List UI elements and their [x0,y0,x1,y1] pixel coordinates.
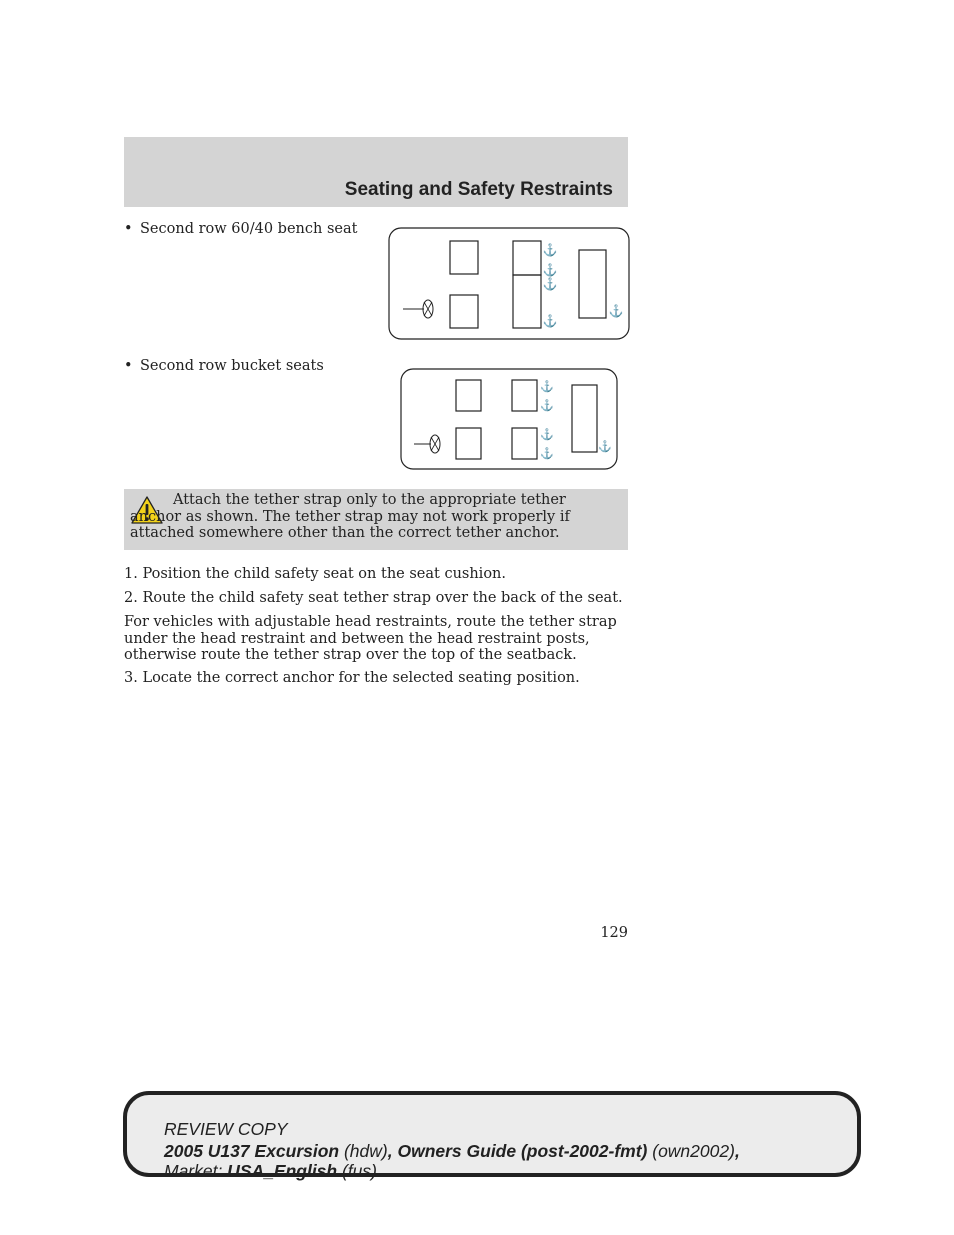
front-seat-right [450,241,478,274]
tether-anchor-icon: ⚓ [542,263,558,277]
tether-anchor-icon: ⚓ [540,399,554,412]
bucket-seats-diagram [400,368,619,471]
bucket-seats-diagram-svg [400,368,619,471]
third-row-bench [572,385,597,452]
step-1: 1. Position the child safety seat on the seat cushion. [124,566,506,582]
front-seat-right [456,380,481,411]
vehicle-code: (hdw) [339,1141,388,1161]
bench-seat-40 [513,241,541,275]
bench-seat-diagram-svg [388,227,630,341]
vehicle-name: 2005 U137 Excursion [164,1141,340,1161]
bullet-bench-seat [124,221,357,237]
document-id-line [164,1141,740,1162]
driver-seat [456,428,481,459]
section-title: Seating and Safety Restraints [344,179,613,200]
bucket-seat-left [512,428,537,459]
bench-seat-diagram [388,227,630,341]
vehicle-outline [401,369,617,469]
page-number: 129 [600,925,628,941]
step-3: 3. Locate the correct anchor for the selected seating position. [124,670,580,686]
tether-anchor-icon: ⚓ [608,304,624,318]
tether-anchor-icon: ⚓ [542,277,558,291]
warning-box [124,489,628,550]
market-name: USA_English [227,1161,338,1181]
tether-anchor-icon: ⚓ [542,314,558,328]
bullet-bucket-seats [124,358,324,374]
bullet-marker: • [124,221,133,237]
separator: , [387,1141,398,1161]
tether-anchor-icon: ⚓ [540,380,554,393]
separator: , [734,1141,740,1161]
bullet-marker: • [124,358,133,374]
market-code: (fus) [337,1161,377,1181]
bench-seat-60 [513,275,541,328]
guide-code: (own2002) [647,1141,735,1161]
tether-anchor-icon: ⚓ [598,440,612,453]
bullet-text: Second row bucket seats [140,358,324,374]
guide-name: Owners Guide (post-2002-fmt) [397,1141,648,1161]
review-copy-label: REVIEW COPY [164,1119,288,1139]
step-2: 2. Route the child safety seat tether strap over the back of the seat. [124,590,623,606]
review-footer [123,1091,861,1181]
tether-anchor-icon: ⚓ [542,243,558,257]
third-row-bench [579,250,606,318]
tether-anchor-icon: ⚓ [540,428,554,441]
bullet-text: Second row 60/40 bench seat [140,221,358,237]
driver-seat [450,295,478,328]
tether-anchor-icon: ⚓ [540,447,554,460]
market-line [164,1161,377,1182]
bucket-seat-right [512,380,537,411]
section-header [124,137,628,207]
warning-text: Attach the tether strap only to the appropriate tether anchor as shown. The tether strap may not work properly if attached somewhere other than the correct tether anchor. [130,492,570,541]
market-label: Market: [164,1161,228,1181]
head-restraint-note: For vehicles with adjustable head restraints, route the tether strap under the head restraint and between the head restraint posts, otherwise route the tether strap over the top of the seatback. [124,614,617,663]
vehicle-outline [389,228,629,339]
